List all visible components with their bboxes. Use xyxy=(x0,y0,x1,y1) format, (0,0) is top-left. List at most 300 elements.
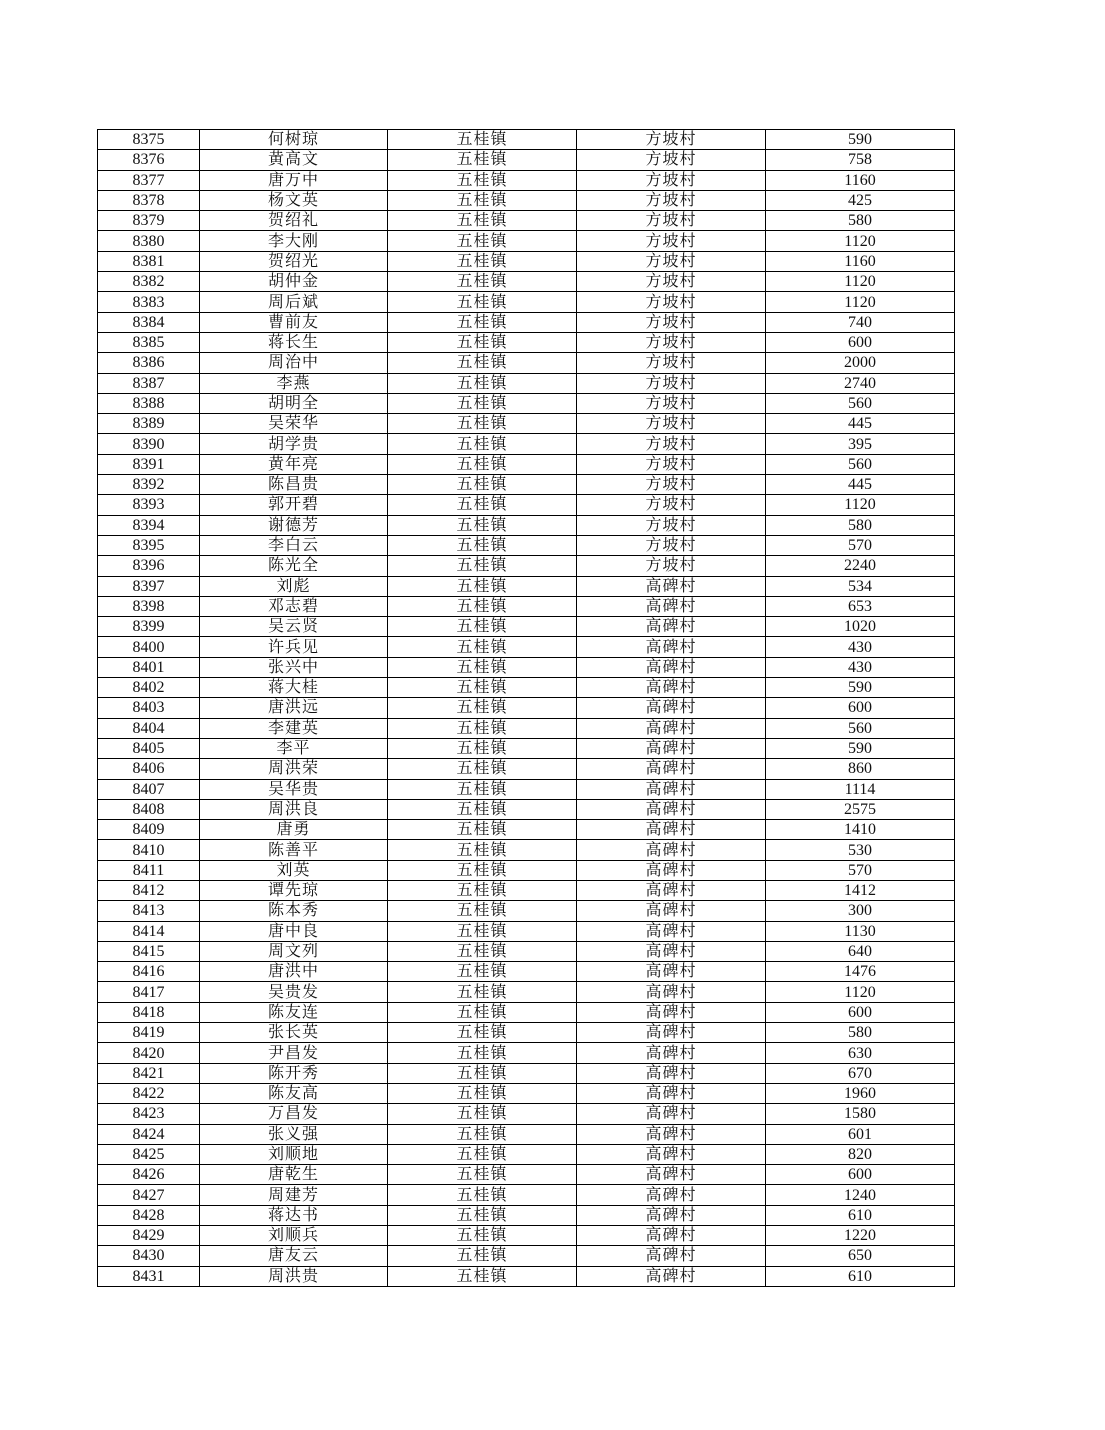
table-row xyxy=(98,779,955,799)
village-cell: 高碑村 xyxy=(577,1083,766,1103)
table-row xyxy=(98,211,955,231)
table-row xyxy=(98,1002,955,1022)
township-cell: 五桂镇 xyxy=(388,1083,577,1103)
person-name-cell: 胡仲金 xyxy=(200,272,388,292)
village-cell: 高碑村 xyxy=(577,1226,766,1246)
village-cell: 方坡村 xyxy=(577,556,766,576)
amount-cell: 430 xyxy=(766,637,955,657)
record-number-cell: 8383 xyxy=(98,292,200,312)
person-name-cell: 陈友连 xyxy=(200,1002,388,1022)
person-name-cell: 李建英 xyxy=(200,718,388,738)
amount-cell: 600 xyxy=(766,698,955,718)
record-number-cell: 8379 xyxy=(98,211,200,231)
amount-cell: 630 xyxy=(766,1043,955,1063)
person-name-cell: 邓志碧 xyxy=(200,596,388,616)
township-cell: 五桂镇 xyxy=(388,312,577,332)
record-number-cell: 8398 xyxy=(98,596,200,616)
township-cell: 五桂镇 xyxy=(388,535,577,555)
village-cell: 方坡村 xyxy=(577,312,766,332)
amount-cell: 653 xyxy=(766,596,955,616)
person-name-cell: 李燕 xyxy=(200,373,388,393)
township-cell: 五桂镇 xyxy=(388,150,577,170)
village-cell: 高碑村 xyxy=(577,596,766,616)
amount-cell: 1114 xyxy=(766,779,955,799)
township-cell: 五桂镇 xyxy=(388,414,577,434)
person-name-cell: 唐乾生 xyxy=(200,1165,388,1185)
village-cell: 方坡村 xyxy=(577,414,766,434)
village-cell: 高碑村 xyxy=(577,799,766,819)
record-number-cell: 8403 xyxy=(98,698,200,718)
village-cell: 方坡村 xyxy=(577,454,766,474)
village-cell: 方坡村 xyxy=(577,190,766,210)
record-number-cell: 8406 xyxy=(98,759,200,779)
amount-cell: 650 xyxy=(766,1246,955,1266)
record-number-cell: 8425 xyxy=(98,1144,200,1164)
table-row xyxy=(98,170,955,190)
township-cell: 五桂镇 xyxy=(388,475,577,495)
person-name-cell: 万昌发 xyxy=(200,1104,388,1124)
record-number-cell: 8430 xyxy=(98,1246,200,1266)
person-name-cell: 尹昌发 xyxy=(200,1043,388,1063)
table-row xyxy=(98,921,955,941)
person-name-cell: 贺绍礼 xyxy=(200,211,388,231)
record-number-cell: 8396 xyxy=(98,556,200,576)
township-cell: 五桂镇 xyxy=(388,860,577,880)
village-cell: 高碑村 xyxy=(577,698,766,718)
village-cell: 方坡村 xyxy=(577,130,766,150)
table-row xyxy=(98,454,955,474)
record-number-cell: 8429 xyxy=(98,1226,200,1246)
township-cell: 五桂镇 xyxy=(388,211,577,231)
person-name-cell: 刘英 xyxy=(200,860,388,880)
person-name-cell: 周文列 xyxy=(200,941,388,961)
person-name-cell: 蒋长生 xyxy=(200,332,388,352)
amount-cell: 560 xyxy=(766,454,955,474)
township-cell: 五桂镇 xyxy=(388,779,577,799)
village-cell: 方坡村 xyxy=(577,353,766,373)
table-row xyxy=(98,292,955,312)
person-name-cell: 唐洪远 xyxy=(200,698,388,718)
table-row xyxy=(98,1144,955,1164)
record-number-cell: 8378 xyxy=(98,190,200,210)
township-cell: 五桂镇 xyxy=(388,515,577,535)
record-number-cell: 8410 xyxy=(98,840,200,860)
record-number-cell: 8399 xyxy=(98,617,200,637)
record-number-cell: 8392 xyxy=(98,475,200,495)
record-number-cell: 8421 xyxy=(98,1063,200,1083)
township-cell: 五桂镇 xyxy=(388,962,577,982)
record-number-cell: 8420 xyxy=(98,1043,200,1063)
person-name-cell: 吴荣华 xyxy=(200,414,388,434)
amount-cell: 600 xyxy=(766,1165,955,1185)
table-row xyxy=(98,495,955,515)
village-cell: 方坡村 xyxy=(577,393,766,413)
amount-cell: 2575 xyxy=(766,799,955,819)
village-cell: 方坡村 xyxy=(577,272,766,292)
record-number-cell: 8394 xyxy=(98,515,200,535)
record-number-cell: 8405 xyxy=(98,738,200,758)
person-name-cell: 唐友云 xyxy=(200,1246,388,1266)
amount-cell: 1160 xyxy=(766,251,955,271)
person-name-cell: 陈友高 xyxy=(200,1083,388,1103)
amount-cell: 1160 xyxy=(766,170,955,190)
person-name-cell: 何树琼 xyxy=(200,130,388,150)
amount-cell: 1960 xyxy=(766,1083,955,1103)
township-cell: 五桂镇 xyxy=(388,495,577,515)
table-row xyxy=(98,840,955,860)
record-number-cell: 8408 xyxy=(98,799,200,819)
table-row xyxy=(98,860,955,880)
township-cell: 五桂镇 xyxy=(388,130,577,150)
person-name-cell: 唐洪中 xyxy=(200,962,388,982)
village-cell: 高碑村 xyxy=(577,1185,766,1205)
person-name-cell: 张义强 xyxy=(200,1124,388,1144)
table-row xyxy=(98,820,955,840)
amount-cell: 600 xyxy=(766,332,955,352)
amount-cell: 560 xyxy=(766,393,955,413)
township-cell: 五桂镇 xyxy=(388,657,577,677)
table-row xyxy=(98,678,955,698)
record-number-cell: 8381 xyxy=(98,251,200,271)
person-name-cell: 周洪良 xyxy=(200,799,388,819)
person-name-cell: 李白云 xyxy=(200,535,388,555)
amount-cell: 590 xyxy=(766,678,955,698)
amount-cell: 570 xyxy=(766,535,955,555)
amount-cell: 1412 xyxy=(766,880,955,900)
village-cell: 方坡村 xyxy=(577,535,766,555)
amount-cell: 670 xyxy=(766,1063,955,1083)
township-cell: 五桂镇 xyxy=(388,698,577,718)
table-row xyxy=(98,353,955,373)
village-cell: 高碑村 xyxy=(577,1144,766,1164)
table-row xyxy=(98,231,955,251)
village-cell: 高碑村 xyxy=(577,962,766,982)
village-cell: 高碑村 xyxy=(577,779,766,799)
record-number-cell: 8416 xyxy=(98,962,200,982)
table-row xyxy=(98,535,955,555)
person-name-cell: 曹前友 xyxy=(200,312,388,332)
record-number-cell: 8376 xyxy=(98,150,200,170)
person-name-cell: 陈光全 xyxy=(200,556,388,576)
person-name-cell: 陈善平 xyxy=(200,840,388,860)
village-cell: 高碑村 xyxy=(577,840,766,860)
amount-cell: 860 xyxy=(766,759,955,779)
amount-cell: 1410 xyxy=(766,820,955,840)
person-name-cell: 李大刚 xyxy=(200,231,388,251)
table-row xyxy=(98,880,955,900)
village-cell: 方坡村 xyxy=(577,515,766,535)
village-cell: 高碑村 xyxy=(577,901,766,921)
township-cell: 五桂镇 xyxy=(388,353,577,373)
amount-cell: 1120 xyxy=(766,272,955,292)
table-row xyxy=(98,1083,955,1103)
person-name-cell: 陈本秀 xyxy=(200,901,388,921)
table-row xyxy=(98,332,955,352)
record-number-cell: 8417 xyxy=(98,982,200,1002)
record-number-cell: 8409 xyxy=(98,820,200,840)
village-cell: 高碑村 xyxy=(577,1124,766,1144)
amount-cell: 580 xyxy=(766,1023,955,1043)
record-number-cell: 8395 xyxy=(98,535,200,555)
village-cell: 方坡村 xyxy=(577,292,766,312)
village-cell: 方坡村 xyxy=(577,251,766,271)
person-name-cell: 谭先琼 xyxy=(200,880,388,900)
township-cell: 五桂镇 xyxy=(388,1266,577,1286)
township-cell: 五桂镇 xyxy=(388,332,577,352)
township-cell: 五桂镇 xyxy=(388,637,577,657)
village-cell: 高碑村 xyxy=(577,576,766,596)
record-number-cell: 8418 xyxy=(98,1002,200,1022)
person-name-cell: 吴贵发 xyxy=(200,982,388,1002)
township-cell: 五桂镇 xyxy=(388,1165,577,1185)
village-cell: 方坡村 xyxy=(577,150,766,170)
table-row xyxy=(98,738,955,758)
record-number-cell: 8401 xyxy=(98,657,200,677)
amount-cell: 600 xyxy=(766,1002,955,1022)
person-name-cell: 周建芳 xyxy=(200,1185,388,1205)
record-number-cell: 8390 xyxy=(98,434,200,454)
village-cell: 方坡村 xyxy=(577,475,766,495)
record-number-cell: 8431 xyxy=(98,1266,200,1286)
township-cell: 五桂镇 xyxy=(388,272,577,292)
township-cell: 五桂镇 xyxy=(388,231,577,251)
township-cell: 五桂镇 xyxy=(388,1002,577,1022)
person-name-cell: 许兵见 xyxy=(200,637,388,657)
amount-cell: 640 xyxy=(766,941,955,961)
village-cell: 高碑村 xyxy=(577,880,766,900)
amount-cell: 530 xyxy=(766,840,955,860)
township-cell: 五桂镇 xyxy=(388,1205,577,1225)
table-row xyxy=(98,799,955,819)
table-row xyxy=(98,1124,955,1144)
record-number-cell: 8422 xyxy=(98,1083,200,1103)
table-row xyxy=(98,941,955,961)
record-number-cell: 8393 xyxy=(98,495,200,515)
record-number-cell: 8407 xyxy=(98,779,200,799)
village-cell: 高碑村 xyxy=(577,1104,766,1124)
amount-cell: 570 xyxy=(766,860,955,880)
amount-cell: 1120 xyxy=(766,231,955,251)
village-cell: 高碑村 xyxy=(577,738,766,758)
record-number-cell: 8415 xyxy=(98,941,200,961)
village-cell: 方坡村 xyxy=(577,170,766,190)
township-cell: 五桂镇 xyxy=(388,840,577,860)
amount-cell: 395 xyxy=(766,434,955,454)
township-cell: 五桂镇 xyxy=(388,556,577,576)
township-cell: 五桂镇 xyxy=(388,678,577,698)
person-name-cell: 刘彪 xyxy=(200,576,388,596)
amount-cell: 758 xyxy=(766,150,955,170)
person-name-cell: 唐勇 xyxy=(200,820,388,840)
table-row xyxy=(98,190,955,210)
amount-cell: 534 xyxy=(766,576,955,596)
record-number-cell: 8382 xyxy=(98,272,200,292)
village-cell: 方坡村 xyxy=(577,434,766,454)
person-name-cell: 周洪贵 xyxy=(200,1266,388,1286)
township-cell: 五桂镇 xyxy=(388,921,577,941)
village-cell: 方坡村 xyxy=(577,231,766,251)
person-name-cell: 黄高文 xyxy=(200,150,388,170)
record-number-cell: 8380 xyxy=(98,231,200,251)
amount-cell: 2240 xyxy=(766,556,955,576)
village-cell: 高碑村 xyxy=(577,820,766,840)
township-cell: 五桂镇 xyxy=(388,1246,577,1266)
amount-cell: 1240 xyxy=(766,1185,955,1205)
record-number-cell: 8384 xyxy=(98,312,200,332)
table-row xyxy=(98,1266,955,1286)
record-number-cell: 8402 xyxy=(98,678,200,698)
amount-cell: 580 xyxy=(766,515,955,535)
township-cell: 五桂镇 xyxy=(388,190,577,210)
township-cell: 五桂镇 xyxy=(388,292,577,312)
record-number-cell: 8427 xyxy=(98,1185,200,1205)
amount-cell: 601 xyxy=(766,1124,955,1144)
person-name-cell: 唐万中 xyxy=(200,170,388,190)
table-row xyxy=(98,982,955,1002)
person-name-cell: 周洪荣 xyxy=(200,759,388,779)
village-cell: 高碑村 xyxy=(577,759,766,779)
amount-cell: 820 xyxy=(766,1144,955,1164)
person-name-cell: 谢德芳 xyxy=(200,515,388,535)
person-name-cell: 周后斌 xyxy=(200,292,388,312)
person-name-cell: 吴云贤 xyxy=(200,617,388,637)
township-cell: 五桂镇 xyxy=(388,251,577,271)
village-cell: 高碑村 xyxy=(577,921,766,941)
amount-cell: 560 xyxy=(766,718,955,738)
amount-cell: 1120 xyxy=(766,982,955,1002)
amount-cell: 1580 xyxy=(766,1104,955,1124)
village-cell: 高碑村 xyxy=(577,1063,766,1083)
record-number-cell: 8387 xyxy=(98,373,200,393)
person-name-cell: 陈开秀 xyxy=(200,1063,388,1083)
table-row xyxy=(98,414,955,434)
township-cell: 五桂镇 xyxy=(388,738,577,758)
township-cell: 五桂镇 xyxy=(388,1226,577,1246)
record-number-cell: 8413 xyxy=(98,901,200,921)
township-cell: 五桂镇 xyxy=(388,1043,577,1063)
amount-cell: 1120 xyxy=(766,495,955,515)
table-row xyxy=(98,272,955,292)
township-cell: 五桂镇 xyxy=(388,434,577,454)
person-name-cell: 郭开碧 xyxy=(200,495,388,515)
village-cell: 高碑村 xyxy=(577,1165,766,1185)
township-cell: 五桂镇 xyxy=(388,718,577,738)
township-cell: 五桂镇 xyxy=(388,617,577,637)
table-row xyxy=(98,1104,955,1124)
village-cell: 方坡村 xyxy=(577,211,766,231)
village-cell: 高碑村 xyxy=(577,1266,766,1286)
village-cell: 高碑村 xyxy=(577,718,766,738)
amount-cell: 1220 xyxy=(766,1226,955,1246)
table-row xyxy=(98,373,955,393)
village-cell: 高碑村 xyxy=(577,1246,766,1266)
amount-cell: 430 xyxy=(766,657,955,677)
record-number-cell: 8412 xyxy=(98,880,200,900)
person-name-cell: 张兴中 xyxy=(200,657,388,677)
township-cell: 五桂镇 xyxy=(388,454,577,474)
person-name-cell: 胡学贵 xyxy=(200,434,388,454)
village-cell: 高碑村 xyxy=(577,1205,766,1225)
table-row xyxy=(98,130,955,150)
amount-cell: 445 xyxy=(766,414,955,434)
village-cell: 高碑村 xyxy=(577,637,766,657)
table-row xyxy=(98,1226,955,1246)
record-number-cell: 8411 xyxy=(98,860,200,880)
table-row xyxy=(98,759,955,779)
table-row xyxy=(98,251,955,271)
amount-cell: 1020 xyxy=(766,617,955,637)
township-cell: 五桂镇 xyxy=(388,596,577,616)
record-number-cell: 8391 xyxy=(98,454,200,474)
record-number-cell: 8414 xyxy=(98,921,200,941)
table-row xyxy=(98,150,955,170)
village-cell: 方坡村 xyxy=(577,332,766,352)
village-cell: 高碑村 xyxy=(577,1043,766,1063)
table-row xyxy=(98,556,955,576)
township-cell: 五桂镇 xyxy=(388,1104,577,1124)
amount-cell: 300 xyxy=(766,901,955,921)
record-number-cell: 8388 xyxy=(98,393,200,413)
township-cell: 五桂镇 xyxy=(388,941,577,961)
amount-cell: 2000 xyxy=(766,353,955,373)
township-cell: 五桂镇 xyxy=(388,820,577,840)
table-row xyxy=(98,312,955,332)
amount-cell: 610 xyxy=(766,1266,955,1286)
amount-cell: 740 xyxy=(766,312,955,332)
records-table xyxy=(97,129,955,1287)
record-number-cell: 8397 xyxy=(98,576,200,596)
record-number-cell: 8377 xyxy=(98,170,200,190)
record-number-cell: 8385 xyxy=(98,332,200,352)
record-number-cell: 8423 xyxy=(98,1104,200,1124)
township-cell: 五桂镇 xyxy=(388,982,577,1002)
table-row xyxy=(98,1185,955,1205)
township-cell: 五桂镇 xyxy=(388,1023,577,1043)
township-cell: 五桂镇 xyxy=(388,393,577,413)
amount-cell: 1120 xyxy=(766,292,955,312)
person-name-cell: 唐中良 xyxy=(200,921,388,941)
person-name-cell: 周治中 xyxy=(200,353,388,373)
amount-cell: 425 xyxy=(766,190,955,210)
township-cell: 五桂镇 xyxy=(388,1124,577,1144)
person-name-cell: 刘顺地 xyxy=(200,1144,388,1164)
village-cell: 高碑村 xyxy=(577,1002,766,1022)
village-cell: 方坡村 xyxy=(577,373,766,393)
table-row xyxy=(98,434,955,454)
person-name-cell: 吴华贵 xyxy=(200,779,388,799)
village-cell: 高碑村 xyxy=(577,617,766,637)
table-row xyxy=(98,576,955,596)
table-row xyxy=(98,1023,955,1043)
record-number-cell: 8389 xyxy=(98,414,200,434)
table-row xyxy=(98,596,955,616)
record-number-cell: 8404 xyxy=(98,718,200,738)
township-cell: 五桂镇 xyxy=(388,373,577,393)
village-cell: 高碑村 xyxy=(577,860,766,880)
record-number-cell: 8375 xyxy=(98,130,200,150)
amount-cell: 590 xyxy=(766,130,955,150)
person-name-cell: 蒋大桂 xyxy=(200,678,388,698)
township-cell: 五桂镇 xyxy=(388,1185,577,1205)
amount-cell: 2740 xyxy=(766,373,955,393)
record-number-cell: 8424 xyxy=(98,1124,200,1144)
record-number-cell: 8428 xyxy=(98,1205,200,1225)
person-name-cell: 张长英 xyxy=(200,1023,388,1043)
table-row xyxy=(98,718,955,738)
table-row xyxy=(98,393,955,413)
person-name-cell: 贺绍光 xyxy=(200,251,388,271)
table-row xyxy=(98,657,955,677)
